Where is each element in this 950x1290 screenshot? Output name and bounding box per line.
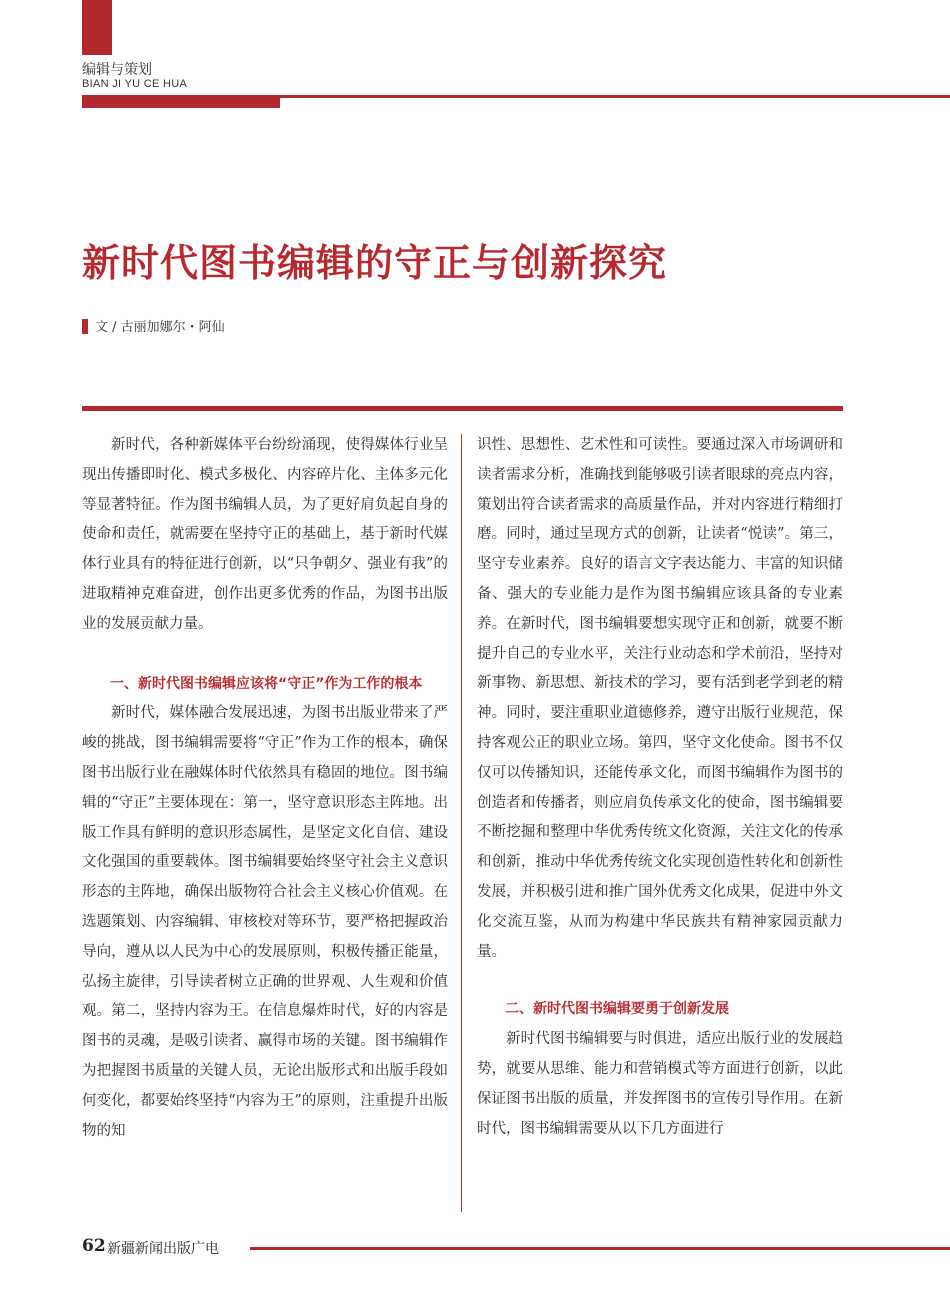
header-color-tab — [82, 0, 112, 55]
intro-paragraph: 新时代，各种新媒体平台纷纷涌现，使得媒体行业呈现出传播即时化、模式多极化、内容碎片化、主体多元化等显著特征。作为图书编辑人员，为了更好肩负起自身的使命和责任，就需要在坚持守正的基础上，基于新时代媒体行业具有的特征进行创新，以“只争朝夕、强业有我”的进取精神克难奋进，创作出更多优秀的作品，为图书出版业的发展贡献力量。 — [82, 437, 448, 632]
section-name: 编辑与策划 — [82, 62, 152, 78]
body-top-rule — [82, 406, 843, 411]
section-pinyin: BIAN JI YU CE HUA — [82, 78, 188, 90]
body-paragraph-1: 新时代，媒体融合发展迅速，为图书出版业带来了严峻的挑战，图书编辑需要将“守正”作为工作的根本，确保图书出版行业在融媒体时代依然具有稳固的地位。图书编辑的“守正”主要体现在：第一，坚守意识形态主阵地。出版工作具有鲜明的意识形态属性，是坚定文化自信、建设文化强国的重要载体。图书编辑要始终坚守社会主义意识形态的主阵地，确保出版物符合社会主义核心价值观。在选题策划、内容编辑、审核校对等环节，要严格把握政治导向，遵从以人民为中心的发展原则，积极传播正能量，弘扬主旋律，引导读者树立正确的世界观、人生观和价值观。第二，坚持内容为王。在信息爆炸时代，好的内容是图书的灵魂，是吸引读者、赢得市场的关键。图书编辑作为把握图书质量的关键人员，无论出版形式和出版手段如何变化，都要始终坚持“内容为王”的原则，注重提升出版物的知 — [82, 705, 448, 1139]
article-title: 新时代图书编辑的守正与创新探究 — [82, 241, 668, 285]
section-heading-1: 一、新时代图书编辑应该将“守正”作为工作的根本 — [110, 675, 423, 692]
body-paragraph-1-continued: 识性、思想性、艺术性和可读性。要通过深入市场调研和读者需求分析，准确找到能够吸引读者眼球的亮点内容，策划出符合读者需求的高质量作品，并对内容进行精细打磨。同时，通过呈现方式的创新，让读者“悦读”。第三，坚守专业素养。良好的语言文字表达能力、丰富的知识储备、强大的专业能力是作为图书编辑应该具备的专业素养。在新时代，图书编辑要想实现守正和创新，就要不断提升自己的专业水平，关注行业动态和学术前沿，坚持对新事物、新思想、新技术的学习，要有活到老学到老的精神。同时，要注重职业道德修养，遵守出版行业规范，保持客观公正的职业立场。第四，坚守文化使命。图书不仅仅可以传播知识，还能传承文化，而图书编辑作为图书的创造者和传播者，则应肩负传承文化的使命，图书编辑要不断挖掘和整理中华优秀传统文化资源，关注文化的传承和创新，推动中华优秀传统文化实现创造性转化和创新性发展，并积极引进和推广国外优秀文化成果，促进中外文化交流互鉴，从而为构建中华民族共有精神家园贡献力量。 — [477, 437, 843, 960]
left-column — [82, 431, 448, 1146]
body-paragraph-2: 新时代图书编辑要与时俱进，适应出版行业的发展趋势，就要从思维、能力和营销模式等方面进行创新，以此保证图书出版的质量，并发挥图书的宣传引导作用。在新时代，图书编辑需要从以下几方面进行 — [477, 1031, 843, 1137]
journal-name: 新疆新闻出版广电 — [107, 1241, 219, 1257]
header-accent-block — [82, 98, 280, 108]
author-line: 文 / 古丽加娜尔・阿仙 — [95, 320, 225, 335]
author-marker — [82, 319, 88, 334]
column-divider — [461, 434, 462, 1212]
page-number: 62 — [82, 1236, 106, 1256]
footer-rule — [250, 1247, 950, 1250]
section-heading-2: 二、新时代图书编辑要勇于创新发展 — [505, 1001, 729, 1018]
right-column — [477, 431, 843, 1144]
